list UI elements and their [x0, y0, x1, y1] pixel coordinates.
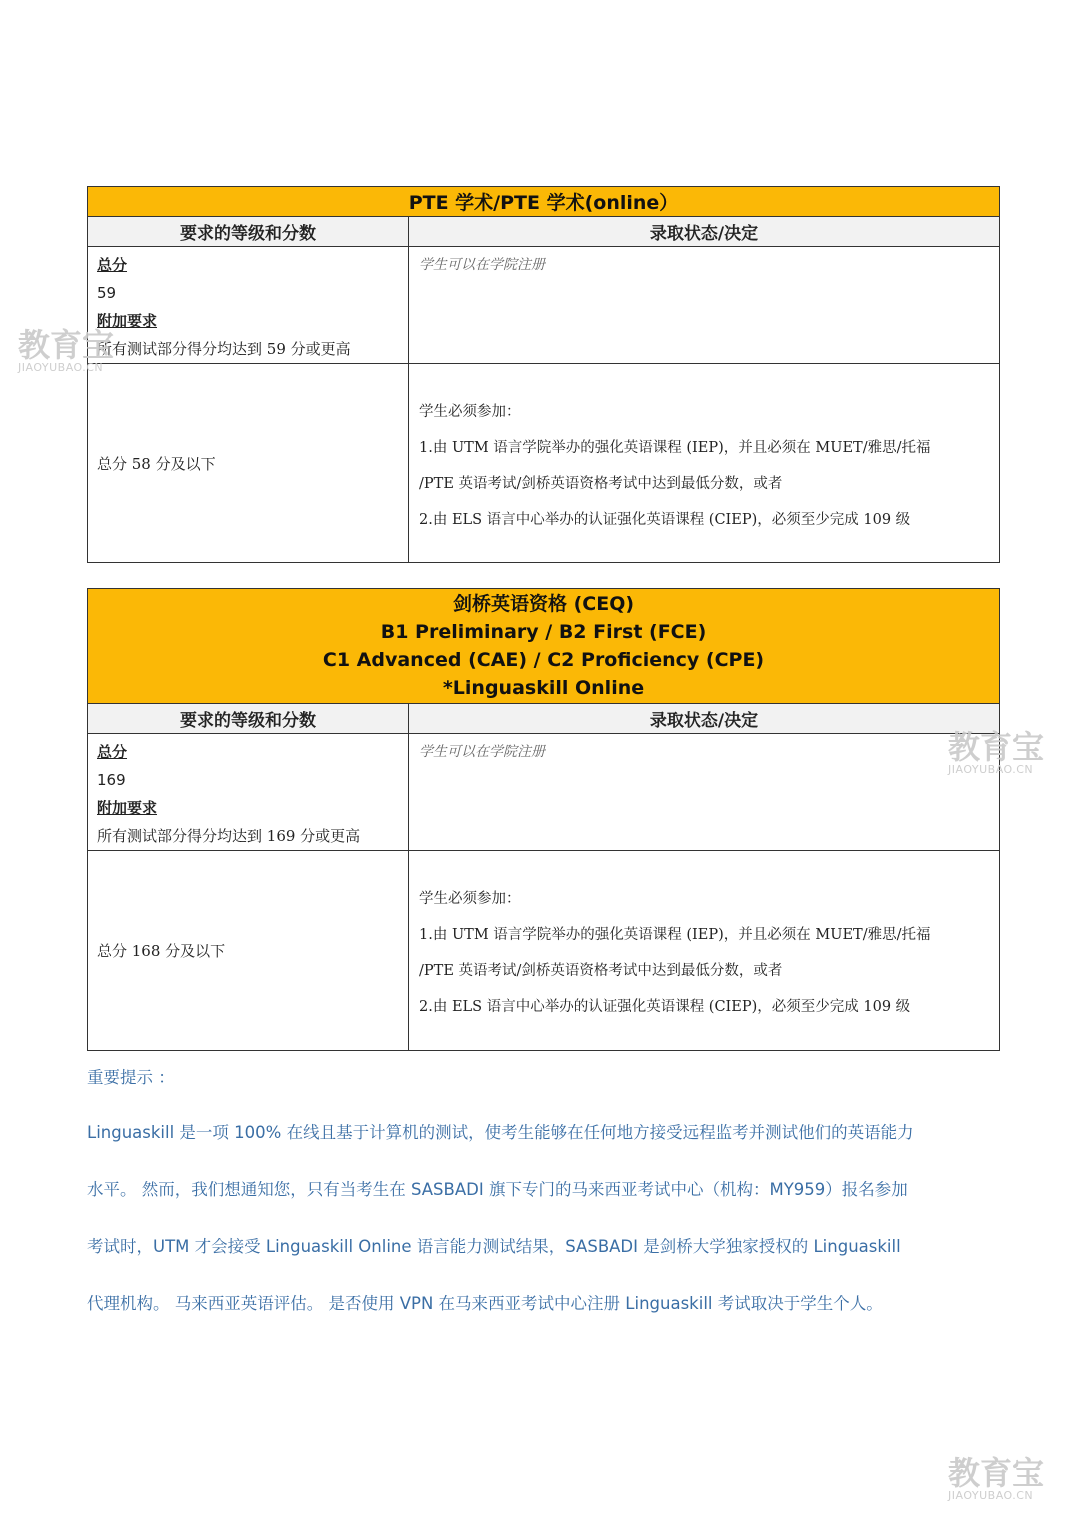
condition-line: /PTE 英语考试/剑桥英语资格考试中达到最低分数，或者: [419, 963, 783, 979]
watermark-url: JIAOYUBAO.CN: [18, 361, 104, 374]
total-label: 总分: [97, 743, 128, 761]
watermark-logo: [948, 730, 1044, 776]
extra-requirement-label: 附加要求: [97, 312, 158, 330]
total-score: 59: [97, 284, 117, 302]
extra-requirement-label: 附加要求: [97, 799, 158, 817]
ceq-requirement-cell: [88, 734, 409, 851]
pte-col-status: 录取状态/决定: [409, 217, 1000, 247]
pte-table: [87, 186, 1000, 563]
ceq-table-title: [88, 589, 1000, 704]
watermark-text: 教育宝: [948, 1454, 1045, 1492]
condition-line: 2.由 ELS 语言中心举办的认证强化英语课程 (CIEP)，必须至少完成 109 级: [419, 512, 911, 528]
conditions-intro: 学生必须参加：: [419, 891, 521, 907]
pte-table-title: PTE 学术/PTE 学术(online）: [88, 187, 1000, 217]
notice-title: 重要提示 ：: [87, 1068, 175, 1087]
conditions-intro: 学生必须参加：: [419, 404, 521, 420]
notice-line: 水平。 然而，我们想通知您，只有当考生在 SASBADI 旗下专门的马来西亚考试中心（机构：MY959）报名参加: [87, 1180, 908, 1199]
total-label: 总分: [97, 256, 128, 274]
total-score: 169: [97, 771, 126, 789]
condition-line: /PTE 英语考试/剑桥英语资格考试中达到最低分数，或者: [419, 476, 783, 492]
ceq-status-cell: 学生可以在学院注册: [409, 734, 1000, 851]
notice-line: 考试时，UTM 才会接受 Linguaskill Online 语言能力测试结果，SASBADI 是剑桥大学独家授权的 Linguaskill: [87, 1237, 901, 1256]
extra-requirement-text: 所有测试部分得分均达到 59 分或更高: [97, 340, 351, 358]
ceq-low-score-cell: 总分 168 分及以下: [88, 851, 409, 1051]
watermark-logo: [18, 328, 114, 374]
notice-line: Linguaskill 是一项 100% 在线且基于计算机的测试，使考生能够在任何地方接受远程监考并测试他们的英语能力: [87, 1123, 914, 1142]
pte-conditions-cell: [409, 364, 1000, 563]
condition-line: 1.由 UTM 语言学院举办的强化英语课程 (IEP)，并且必须在 MUET/雅思/托福: [419, 927, 931, 943]
pte-requirement-cell: [88, 247, 409, 364]
ceq-table: [87, 588, 1000, 1051]
pte-col-requirement: 要求的等级和分数: [88, 217, 409, 247]
watermark-text: 教育宝: [18, 326, 115, 364]
condition-line: 2.由 ELS 语言中心举办的认证强化英语课程 (CIEP)，必须至少完成 109 级: [419, 999, 911, 1015]
ceq-conditions-cell: [409, 851, 1000, 1051]
condition-line: 1.由 UTM 语言学院举办的强化英语课程 (IEP)，并且必须在 MUET/雅思/托福: [419, 440, 931, 456]
watermark-logo: [948, 1456, 1044, 1502]
ceq-col-requirement: 要求的等级和分数: [88, 704, 409, 734]
ceq-title-line: C1 Advanced (CAE) / C2 Proficiency (CPE): [322, 649, 765, 671]
ceq-title-line: 剑桥英语资格 (CEQ): [452, 593, 635, 615]
notice-body: [87, 1104, 1002, 1332]
watermark-url: JIAOYUBAO.CN: [948, 763, 1034, 776]
ceq-title-line: *Linguaskill Online: [442, 677, 645, 699]
watermark-text: 教育宝: [948, 728, 1045, 766]
ceq-title-line: B1 Preliminary / B2 First (FCE): [380, 621, 707, 643]
pte-low-score-cell: 总分 58 分及以下: [88, 364, 409, 563]
pte-status-cell: 学生可以在学院注册: [409, 247, 1000, 364]
watermark-url: JIAOYUBAO.CN: [948, 1489, 1034, 1502]
notice-line: 代理机构。 马来西亚英语评估。 是否使用 VPN 在马来西亚考试中心注册 Linguaskill 考试取决于学生个人。: [87, 1294, 883, 1313]
ceq-col-status: 录取状态/决定: [409, 704, 1000, 734]
extra-requirement-text: 所有测试部分得分均达到 169 分或更高: [97, 827, 361, 845]
